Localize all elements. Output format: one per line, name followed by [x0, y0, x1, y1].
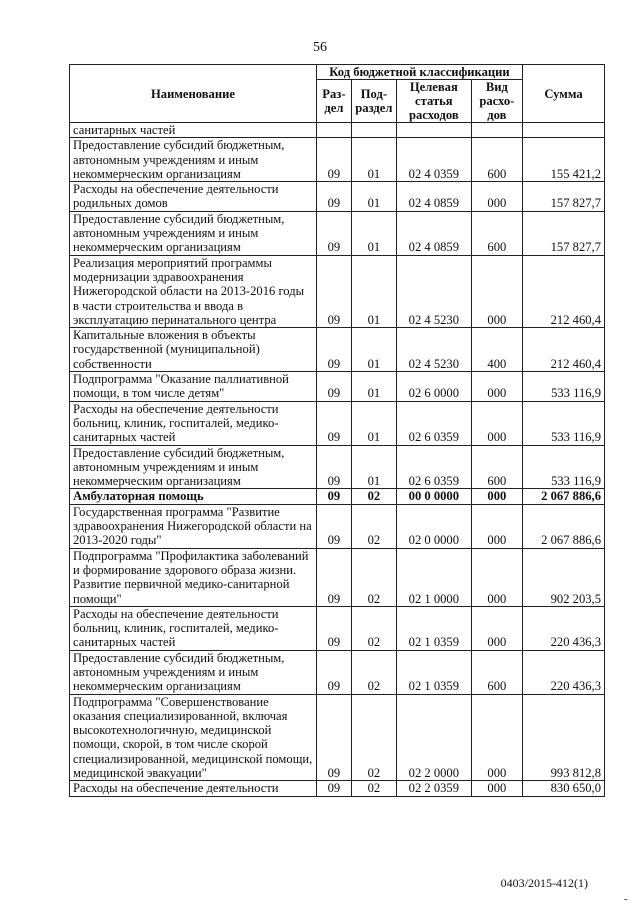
cell-name: Расходы на обеспечение деятельности больниц, клиник, госпиталей, медико-санитарных частей: [70, 606, 317, 650]
cell-celevaya: 02 4 5230: [396, 255, 471, 327]
cell-name: санитарных частей: [70, 123, 317, 138]
cell-name: Капитальные вложения в объекты государственной (муниципальной) собственности: [70, 328, 317, 372]
cell-celevaya: 02 4 5230: [396, 328, 471, 372]
cell-name: Расходы на обеспечение деятельности: [70, 781, 317, 796]
header-kbk: Код бюджетной классификации: [316, 65, 522, 80]
cell-vid: 000: [471, 606, 522, 650]
cell-name: Подпрограмма "Оказание паллиативной помощи, в том числе детям": [70, 372, 317, 402]
cell-podrazdel: 01: [351, 328, 396, 372]
cell-celevaya: 02 1 0000: [396, 548, 471, 606]
cell-summa: 902 203,5: [522, 548, 604, 606]
table-row: [70, 182, 605, 212]
cell-podrazdel: 02: [351, 781, 396, 796]
cell-name: Предоставление субсидий бюджетным, автономным учреждениям и иным некоммерческим организациям: [70, 445, 317, 489]
table-row: [70, 548, 605, 606]
table-row: [70, 138, 605, 182]
page-mark: -: [624, 894, 628, 905]
cell-vid: 600: [471, 445, 522, 489]
cell-celevaya: 02 4 0859: [396, 211, 471, 255]
cell-celevaya: 02 2 0000: [396, 694, 471, 781]
cell-celevaya: 00 0 0000: [396, 489, 471, 504]
cell-vid: [471, 123, 522, 138]
cell-podrazdel: 01: [351, 182, 396, 212]
cell-razdel: 09: [316, 211, 351, 255]
cell-name: Государственная программа "Развитие здравоохранения Нижегородской области на 2013-2020 годы": [70, 504, 317, 548]
cell-name: Расходы на обеспечение деятельности больниц, клиник, госпиталей, медико-санитарных частей: [70, 401, 317, 445]
cell-celevaya: 02 4 0859: [396, 182, 471, 212]
cell-celevaya: 02 6 0359: [396, 445, 471, 489]
cell-razdel: 09: [316, 694, 351, 781]
cell-podrazdel: 02: [351, 489, 396, 504]
cell-celevaya: 02 6 0000: [396, 372, 471, 402]
cell-summa: 830 650,0: [522, 781, 604, 796]
table-row: [70, 123, 605, 138]
cell-summa: 533 116,9: [522, 372, 604, 402]
table-row: [70, 489, 605, 504]
cell-vid: 000: [471, 504, 522, 548]
cell-razdel: 09: [316, 781, 351, 796]
cell-podrazdel: 01: [351, 401, 396, 445]
cell-summa: [522, 123, 604, 138]
header-summa: Сумма: [522, 65, 604, 123]
cell-razdel: 09: [316, 504, 351, 548]
table-row: [70, 211, 605, 255]
cell-podrazdel: 02: [351, 504, 396, 548]
table-row: [70, 650, 605, 694]
table-row: [70, 504, 605, 548]
cell-vid: 000: [471, 255, 522, 327]
cell-vid: 000: [471, 489, 522, 504]
cell-vid: 000: [471, 548, 522, 606]
cell-podrazdel: 02: [351, 548, 396, 606]
cell-podrazdel: 01: [351, 255, 396, 327]
cell-summa: 2 067 886,6: [522, 489, 604, 504]
cell-name: Амбулаторная помощь: [70, 489, 317, 504]
budget-table: [69, 64, 605, 797]
cell-razdel: 09: [316, 255, 351, 327]
cell-name: Подпрограмма "Профилактика заболеваний и формирование здорового образа жизни. Развитие первичной медико-санитарной помощи": [70, 548, 317, 606]
cell-name: Подпрограмма "Совершенствование оказания специализированной, включая высокотехнологичную, медицинской помощи, скорой, в том числе скорой специализированной, медицинской помощи, медицинской эвакуации": [70, 694, 317, 781]
cell-vid: 600: [471, 650, 522, 694]
cell-summa: 220 436,3: [522, 650, 604, 694]
cell-celevaya: 02 0 0000: [396, 504, 471, 548]
cell-podrazdel: 02: [351, 650, 396, 694]
cell-summa: 2 067 886,6: [522, 504, 604, 548]
document-code: 0403/2015-412(1): [500, 876, 588, 890]
cell-razdel: 09: [316, 328, 351, 372]
table-header: [70, 65, 605, 123]
cell-razdel: 09: [316, 489, 351, 504]
cell-vid: 000: [471, 401, 522, 445]
cell-summa: 212 460,4: [522, 255, 604, 327]
cell-vid: 000: [471, 781, 522, 796]
cell-celevaya: 02 1 0359: [396, 606, 471, 650]
cell-vid: 000: [471, 182, 522, 212]
cell-name: Предоставление субсидий бюджетным, автономным учреждениям и иным некоммерческим организациям: [70, 650, 317, 694]
cell-razdel: [316, 123, 351, 138]
cell-summa: 533 116,9: [522, 401, 604, 445]
cell-razdel: 09: [316, 606, 351, 650]
cell-vid: 000: [471, 372, 522, 402]
cell-podrazdel: 01: [351, 445, 396, 489]
cell-podrazdel: 01: [351, 211, 396, 255]
cell-razdel: 09: [316, 650, 351, 694]
table-row: [70, 781, 605, 796]
cell-razdel: 09: [316, 401, 351, 445]
cell-name: Реализация мероприятий программы модернизации здравоохранения Нижегородской области на 2013-2016 годы в части строительства и ввода в эксплуатацию перинатального центра: [70, 255, 317, 327]
table-row: [70, 401, 605, 445]
cell-vid: 000: [471, 694, 522, 781]
cell-name: Расходы на обеспечение деятельности родильных домов: [70, 182, 317, 212]
cell-celevaya: 02 1 0359: [396, 650, 471, 694]
cell-vid: 600: [471, 211, 522, 255]
header-vid: Вид расхо-дов: [471, 80, 522, 123]
cell-summa: 533 116,9: [522, 445, 604, 489]
cell-summa: 212 460,4: [522, 328, 604, 372]
table-row: [70, 372, 605, 402]
cell-podrazdel: 01: [351, 372, 396, 402]
header-podrazdel: Под-раздел: [351, 80, 396, 123]
cell-celevaya: 02 4 0359: [396, 138, 471, 182]
table-body: [70, 123, 605, 797]
cell-summa: 220 436,3: [522, 606, 604, 650]
cell-name: Предоставление субсидий бюджетным, автономным учреждениям и иным некоммерческим организациям: [70, 138, 317, 182]
page-number: 56: [313, 40, 327, 55]
table-row: [70, 328, 605, 372]
cell-podrazdel: 02: [351, 694, 396, 781]
cell-razdel: 09: [316, 445, 351, 489]
cell-podrazdel: 01: [351, 138, 396, 182]
cell-celevaya: [396, 123, 471, 138]
table-row: [70, 606, 605, 650]
cell-summa: 157 827,7: [522, 182, 604, 212]
cell-razdel: 09: [316, 372, 351, 402]
cell-vid: 600: [471, 138, 522, 182]
cell-razdel: 09: [316, 138, 351, 182]
cell-vid: 400: [471, 328, 522, 372]
cell-summa: 993 812,8: [522, 694, 604, 781]
cell-celevaya: 02 6 0359: [396, 401, 471, 445]
cell-name: Предоставление субсидий бюджетным, автономным учреждениям и иным некоммерческим организациям: [70, 211, 317, 255]
header-celevaya: Целевая статья расходов: [396, 80, 471, 123]
header-razdel: Раз-дел: [316, 80, 351, 123]
cell-summa: 155 421,2: [522, 138, 604, 182]
table-row: [70, 255, 605, 327]
cell-razdel: 09: [316, 548, 351, 606]
cell-celevaya: 02 2 0359: [396, 781, 471, 796]
header-name: Наименование: [70, 65, 317, 123]
table-row: [70, 694, 605, 781]
cell-podrazdel: 02: [351, 606, 396, 650]
cell-summa: 157 827,7: [522, 211, 604, 255]
cell-razdel: 09: [316, 182, 351, 212]
cell-podrazdel: [351, 123, 396, 138]
table-row: [70, 445, 605, 489]
